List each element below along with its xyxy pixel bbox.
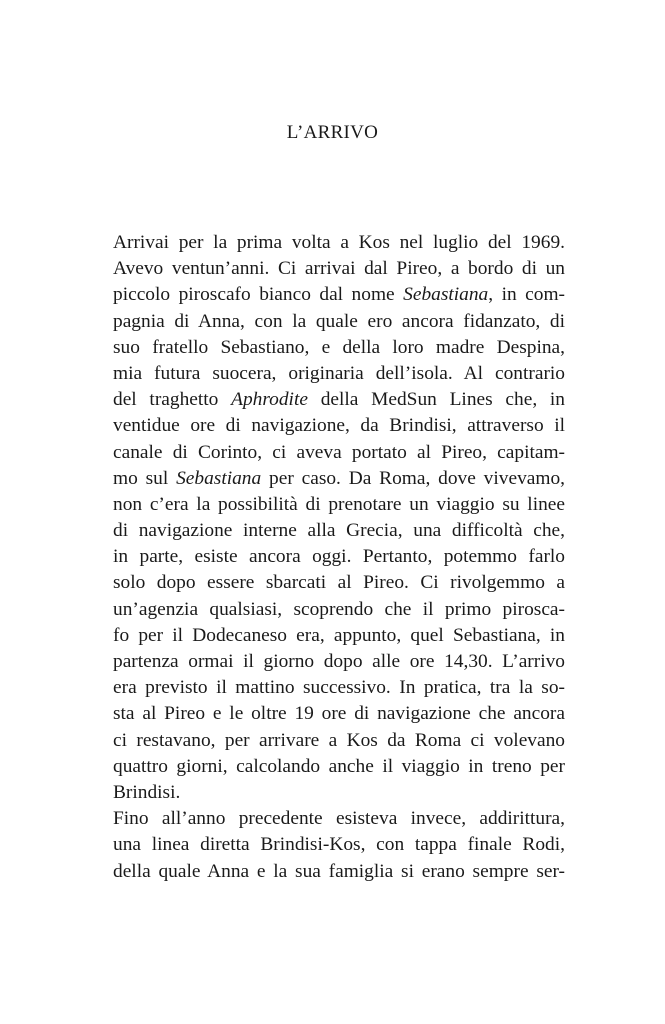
- text-segment: ventidue ore di navigazione, da Brindisi, attraverso il: [113, 415, 565, 437]
- text-line: [113, 492, 565, 518]
- text-line: [113, 544, 565, 570]
- text-line: [113, 859, 565, 885]
- text-line: [113, 309, 565, 335]
- chapter-title: L’ARRIVO: [286, 122, 379, 143]
- text-segment: in parte, esiste ancora oggi. Pertanto, potemmo farlo: [113, 546, 565, 568]
- text-line: [113, 230, 565, 256]
- text-line: [113, 387, 565, 413]
- text-segment: non c’era la possibilità di prenotare un viaggio su linee: [113, 493, 565, 515]
- text-segment: solo dopo essere sbarcati al Pireo. Ci rivolgemmo a: [113, 572, 565, 594]
- text-line: [113, 832, 565, 858]
- paragraph: [113, 806, 565, 885]
- text-line: [113, 623, 565, 649]
- text-line: [113, 806, 565, 832]
- text-segment: un’agenzia qualsiasi, scoprendo che il primo pirosca-: [113, 598, 565, 620]
- text-segment: Avevo ventun’anni. Ci arrivai dal Pireo, a bordo di un: [113, 258, 565, 280]
- text-segment: suo fratello Sebastiano, e della loro madre Despina,: [113, 336, 565, 358]
- chapter-body: [113, 230, 565, 885]
- text-segment: quattro giorni, calcolando anche il viaggio in treno per: [113, 755, 565, 777]
- text-segment: Fino all’anno precedente esisteva invece, addirittura,: [113, 808, 565, 830]
- text-segment: , in com-: [488, 284, 566, 306]
- text-segment: della MedSun Lines che, in: [307, 389, 565, 411]
- text-line: [113, 780, 565, 806]
- text-line: [113, 597, 565, 623]
- text-segment: mo sul: [113, 467, 177, 489]
- text-segment: partenza ormai il giorno dopo alle ore 14,30. L’arrivo: [113, 651, 565, 672]
- text-segment: ci restavano, per arrivare a Kos da Roma ci volevano: [113, 729, 565, 751]
- text-segment: per caso. Da Roma, dove vivevamo,: [261, 467, 565, 489]
- text-segment: Arrivai per la prima volta a Kos nel luglio del 1969.: [113, 232, 565, 253]
- text-segment: canale di Corinto, ci aveva portato al Pireo, capitam-: [113, 441, 565, 463]
- italic-ship-name: Aphrodite: [231, 389, 308, 411]
- text-segment: piccolo piroscafo bianco dal nome: [113, 284, 404, 306]
- text-segment: sta al Pireo e le oltre 19 ore di navigazione che ancora: [113, 703, 565, 725]
- text-line: [113, 675, 565, 701]
- text-line: [113, 570, 565, 596]
- text-segment: del traghetto: [113, 389, 232, 411]
- text-segment: una linea diretta Brindisi-Kos, con tappa finale Rodi,: [113, 834, 565, 856]
- text-line: [113, 518, 565, 544]
- text-segment: pagnia di Anna, con la quale ero ancora fidanzato, di: [113, 310, 565, 332]
- text-segment: di navigazione interne alla Grecia, una difficoltà che,: [113, 520, 565, 542]
- text-line: [113, 701, 565, 727]
- text-line: [113, 361, 565, 387]
- text-line: [113, 649, 565, 675]
- text-line: [113, 413, 565, 439]
- italic-ship-name: Sebastiana: [403, 284, 489, 306]
- text-line: [113, 282, 565, 308]
- text-segment: mia futura suocera, originaria dell’isola. Al contrario: [113, 362, 565, 384]
- italic-ship-name: Sebastiana: [176, 467, 262, 489]
- text-line: [113, 754, 565, 780]
- text-line: [113, 728, 565, 754]
- paragraph: [113, 230, 565, 806]
- text-line: [113, 335, 565, 361]
- text-line: [113, 466, 565, 492]
- text-segment: era previsto il mattino successivo. In pratica, tra la so-: [113, 677, 565, 699]
- text-segment: Brindisi.: [113, 781, 181, 803]
- text-line: [113, 440, 565, 466]
- text-line: [113, 256, 565, 282]
- text-segment: fo per il Dodecaneso era, appunto, quel Sebastiana, in: [113, 624, 565, 646]
- text-segment: della quale Anna e la sua famiglia si erano sempre ser-: [113, 860, 565, 882]
